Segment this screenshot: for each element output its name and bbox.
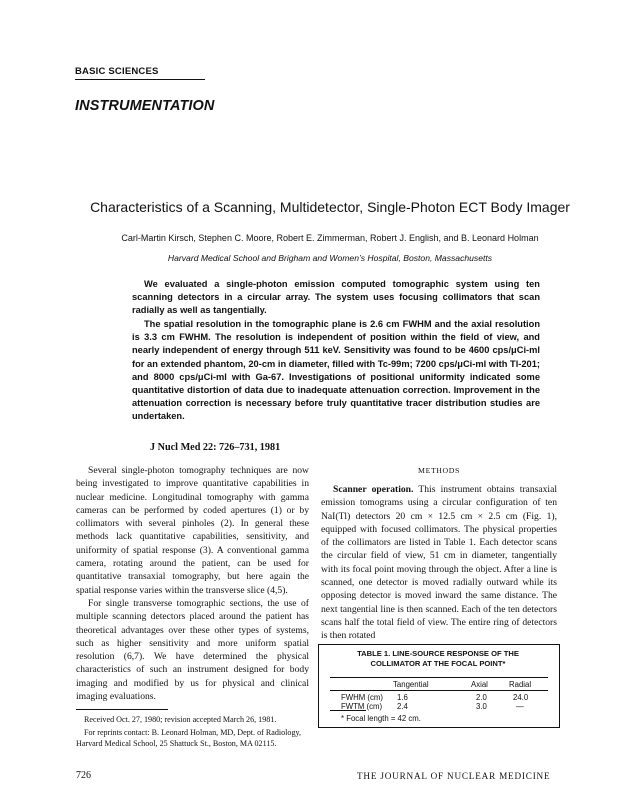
table-header-rule xyxy=(330,677,548,678)
table-cell: 3.0 xyxy=(476,702,487,711)
table-body-rule xyxy=(330,690,548,691)
table-cell: 24.0 xyxy=(513,693,529,702)
intro-paragraph-1: Several single-photon tomography techniques are now being investigated to improve quantitative capabilities in nuclear medicine. Longitudinal tomography with gamma cameras can be performed by coded apertures (1) or by collimators with several pinholes (2). In general these methods lack quantitative capabilities, sensitivity, and uniformity of spatial response (3). A conventional gamma camera, rotating around the patient, can be used for quantitative transaxial tomography, but here again the spatial response varies within the transverse slice (4,5). xyxy=(76,465,309,596)
abstract-text-1: We evaluated a single-photon emission computed tomographic system using ten scanning detectors in a circular array. The system uses focusing collimators that scan radially as well as tangentially. xyxy=(132,279,540,316)
journal-name: THE JOURNAL OF NUCLEAR MEDICINE xyxy=(357,771,551,781)
article-authors: Carl-Martin Kirsch, Stephen C. Moore, Robert E. Zimmerman, Robert J. English, and B. Leonard Holman xyxy=(121,233,539,243)
section-label: BASIC SCIENCES xyxy=(75,66,159,77)
methods-text: This instrument obtains transaxial emission tomograms using a circular configuration of ten NaI(Tl) detectors 20 cm × 12.5 cm × 2.5 cm (Fig. 1), equipped with focused collimators. The physical properties of the collimators are listed in Table 1. Each detector scans the circular field of view, 51 cm in diameter, tangentially with its focal point moving through the object. After a line is scanned, one detector is moved radially outward while its opposing detector is moved inward the same distance. The next tangential line is then scanned. Each of the ten detectors scans half the total field of view. The entire ring of detectors is then rotated xyxy=(321,484,557,642)
section-rule xyxy=(75,79,205,80)
table-title-line-2: COLLIMATOR AT THE FOCAL POINT* xyxy=(370,659,506,669)
table-title-line-1: TABLE 1. LINE-SOURCE RESPONSE OF THE xyxy=(357,649,519,658)
article-title: Characteristics of a Scanning, Multidetector, Single-Photon ECT Body Imager xyxy=(90,199,570,215)
table-cell: — xyxy=(516,702,524,711)
table-title xyxy=(321,649,555,670)
right-column xyxy=(321,483,557,643)
table-footnote: * Focal length = 42 cm. xyxy=(341,714,421,723)
citation: J Nucl Med 22: 726–731, 1981 xyxy=(150,442,281,453)
subsection-heading: INSTRUMENTATION xyxy=(75,98,215,114)
footnote-reprints: For reprints contact: B. Leonard Holman, MD, Dept. of Radiology, Harvard Medical School, 25 Shattuck St., Boston, MA 02115. xyxy=(76,727,302,748)
methods-run-in-heading: Scanner operation. xyxy=(333,484,414,495)
table-row-label: FWHM (cm) xyxy=(341,693,383,702)
left-column xyxy=(76,464,309,703)
abstract-paragraph-2 xyxy=(132,318,540,424)
article-affiliation: Harvard Medical School and Brigham and Women’s Hospital, Boston, Massachusetts xyxy=(167,253,493,263)
methods-paragraph xyxy=(321,483,557,643)
table-footnote-rule xyxy=(330,710,366,711)
table-cell: 2.0 xyxy=(476,693,487,702)
footnote-received: Received Oct. 27, 1980; revision accepted March 26, 1981. xyxy=(84,715,277,724)
table-header-cell: Axial xyxy=(471,680,488,689)
page-number: 726 xyxy=(76,770,91,781)
methods-heading: METHODS xyxy=(418,466,460,475)
abstract-text-2: The spatial resolution in the tomographic plane is 2.6 cm FWHM and the axial resolution is 3.3 cm FWHM. The resolution is independent of position within the field of view, and nearly independent of energy through 511 keV. Sensitivity was found to be 4600 cps/μCi-ml for an extended phantom, 20-cm in diameter, filled with Tc-99m; 7200 cps/μCi-ml with Tl-201; and 8000 cps/μCi-ml with Ga-67. Investigations of positional uniformity indicated some quantitative distortion of data due to inadequate attenuation correction. Improvement in the attenuation correction is necessary before truly quantitative tracer distribution studies are undertaken. xyxy=(132,319,540,422)
abstract-paragraph-1 xyxy=(132,278,540,318)
footnotes xyxy=(76,714,312,751)
footnote-rule xyxy=(76,709,168,710)
table-cell: 2.4 xyxy=(397,702,408,711)
table-row-label: FWTM (cm) xyxy=(341,702,383,711)
table-header-cell: Radial xyxy=(509,680,532,689)
table-header-cell: Tangential xyxy=(393,680,429,689)
intro-paragraph-2: For single transverse tomographic sections, the use of multiple scanning detectors placed around the patient has theoretical advantages over these other types of systems, such as higher sensitivity and more uniform spatial resolution (6,7). We have determined the physical characteristics of such an instrument designed for body imaging and modified by us for physical and clinical imaging evaluations. xyxy=(76,597,309,703)
table-cell: 1.6 xyxy=(397,693,408,702)
